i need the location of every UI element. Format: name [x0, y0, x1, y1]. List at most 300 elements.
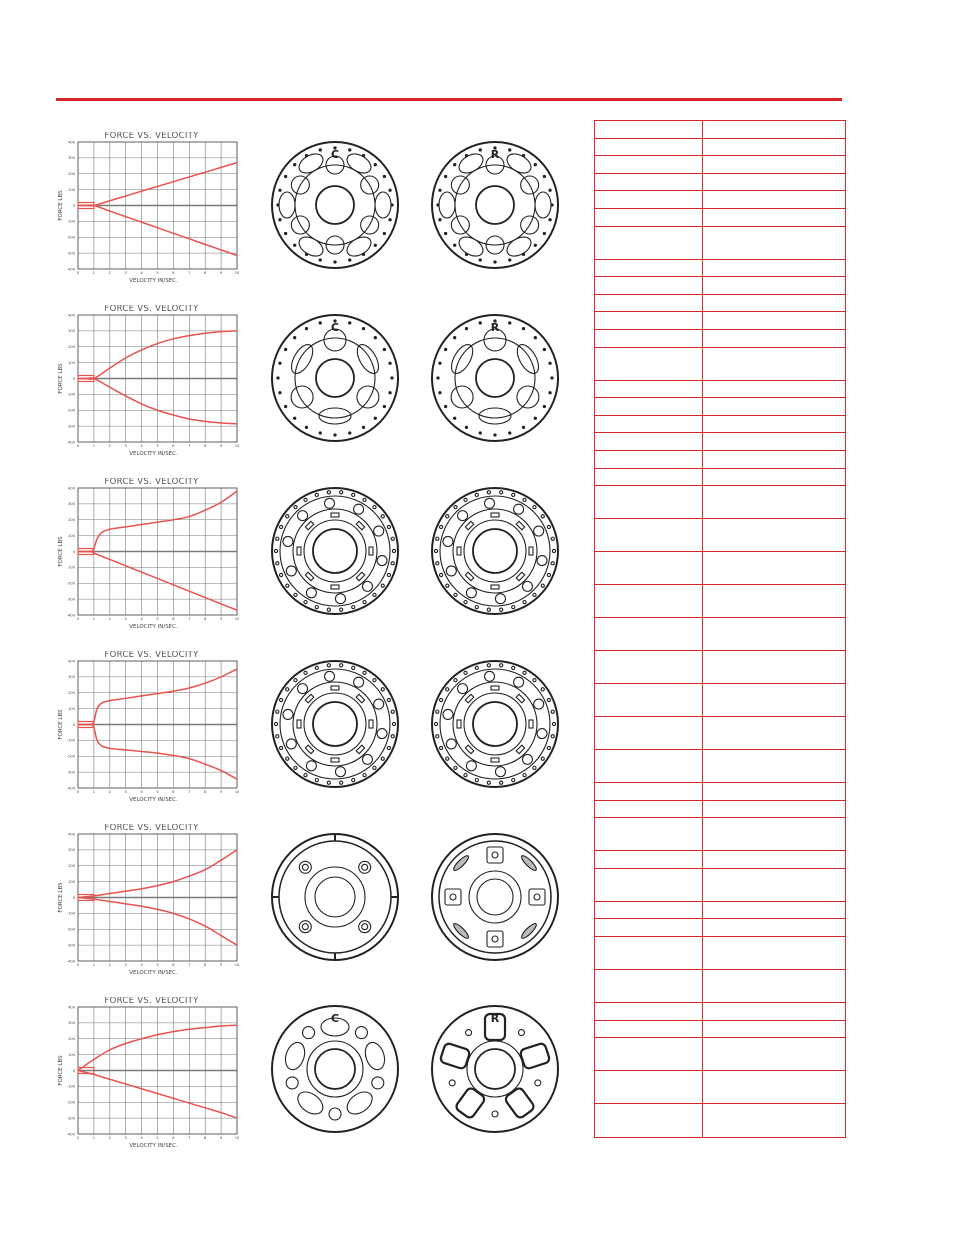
- x-tick-label: 5: [156, 271, 159, 275]
- x-tick-label: 7: [188, 1136, 191, 1140]
- x-tick-label: 1: [92, 617, 96, 621]
- y-tick-label: -200: [66, 754, 75, 759]
- spec-cell: [703, 348, 845, 380]
- spec-cell: [703, 801, 845, 818]
- x-tick-label: 5: [156, 444, 159, 448]
- spec-cell: [595, 398, 703, 415]
- spec-cell: [703, 1038, 845, 1070]
- chart-svg: [40, 997, 255, 1162]
- valve-svg: [428, 311, 562, 445]
- spec-cell: [595, 139, 703, 156]
- y-tick-label: -200: [66, 1100, 75, 1105]
- y-tick-label: 400: [68, 486, 75, 491]
- compression-valve-diagram: [268, 830, 402, 964]
- spec-cell: [703, 227, 845, 259]
- x-tick-label: 0: [76, 1136, 80, 1140]
- x-tick-label: 10: [234, 617, 240, 621]
- x-axis-label: VELOCITY IN/SEC.: [129, 970, 178, 976]
- x-tick-label: 0: [76, 271, 80, 275]
- chart-svg: [40, 478, 255, 643]
- x-tick-label: 6: [172, 1136, 175, 1140]
- spec-row: [595, 902, 845, 920]
- force-velocity-chart: [40, 132, 255, 297]
- y-tick-label: -100: [66, 565, 75, 570]
- spec-cell: [595, 1038, 703, 1070]
- x-tick-label: 7: [188, 790, 191, 794]
- chart-title: FORCE VS. VELOCITY: [104, 305, 199, 314]
- spec-cell: [703, 209, 845, 226]
- spec-cell: [703, 851, 845, 868]
- x-tick-label: 10: [234, 1136, 240, 1140]
- rebound-valve-diagram: [428, 484, 562, 618]
- spec-cell: [595, 937, 703, 969]
- spec-row: [595, 919, 845, 937]
- valve-svg: [428, 484, 562, 618]
- spec-row: [595, 1003, 845, 1021]
- spec-row: [595, 1104, 845, 1137]
- x-tick-label: 3: [124, 271, 127, 275]
- x-tick-label: 6: [172, 444, 175, 448]
- y-tick-label: 400: [68, 832, 75, 837]
- x-tick-label: 4: [140, 617, 143, 621]
- x-tick-label: 8: [204, 963, 207, 967]
- y-tick-label: -300: [66, 251, 75, 256]
- spec-cell: [703, 174, 845, 191]
- x-tick-label: 1: [92, 963, 96, 967]
- spec-cell: [703, 398, 845, 415]
- spec-row: [595, 585, 845, 618]
- spec-row: [595, 348, 845, 381]
- spec-cell: [703, 277, 845, 294]
- x-tick-label: 10: [234, 271, 240, 275]
- spec-cell: [703, 121, 845, 138]
- spec-row: [595, 519, 845, 552]
- spec-cell: [703, 902, 845, 919]
- spec-cell: [595, 1003, 703, 1020]
- y-tick-label: -300: [66, 1116, 75, 1121]
- valve-svg: [268, 484, 402, 618]
- force-velocity-chart: [40, 824, 255, 989]
- force-velocity-chart: [40, 997, 255, 1162]
- y-tick-label: 100: [68, 706, 75, 711]
- spec-cell: [703, 651, 845, 683]
- spec-row: [595, 398, 845, 416]
- x-tick-label: 6: [172, 790, 175, 794]
- y-axis-label: FORCE LBS: [58, 536, 64, 567]
- spec-cell: [703, 585, 845, 617]
- valve-outer-rim: [432, 661, 558, 787]
- valve-svg: [268, 830, 402, 964]
- x-axis-label: VELOCITY IN/SEC.: [129, 797, 178, 803]
- chart-svg: [40, 132, 255, 297]
- x-tick-label: 6: [172, 963, 175, 967]
- force-velocity-chart: [40, 305, 255, 470]
- y-tick-label: 100: [68, 360, 75, 365]
- spec-cell: [595, 277, 703, 294]
- spec-cell: [595, 433, 703, 450]
- x-tick-label: 1: [92, 444, 96, 448]
- spec-cell: [595, 651, 703, 683]
- spec-cell: [703, 919, 845, 936]
- spec-cell: [703, 312, 845, 329]
- spec-cell: [703, 717, 845, 749]
- y-axis-label: FORCE LBS: [58, 363, 64, 394]
- valve-drawing: [432, 661, 558, 787]
- x-tick-label: 2: [108, 444, 111, 448]
- x-tick-label: 5: [156, 790, 159, 794]
- y-tick-label: -400: [66, 267, 75, 272]
- spec-row: [595, 295, 845, 313]
- compression-valve-diagram: [268, 1002, 402, 1136]
- x-tick-label: 8: [204, 1136, 207, 1140]
- spec-cell: [595, 469, 703, 486]
- spec-row: [595, 451, 845, 469]
- spec-row: [595, 174, 845, 192]
- force-velocity-chart: [40, 478, 255, 643]
- x-tick-label: 2: [108, 790, 111, 794]
- valve-svg: [428, 1002, 562, 1136]
- x-tick-label: 7: [188, 271, 191, 275]
- spec-cell: [703, 869, 845, 901]
- y-tick-label: -300: [66, 597, 75, 602]
- valve-letter: C: [330, 148, 340, 161]
- x-tick-label: 0: [76, 444, 80, 448]
- chart-title: FORCE VS. VELOCITY: [104, 651, 199, 660]
- y-axis-label: FORCE LBS: [58, 882, 64, 913]
- x-tick-label: 2: [108, 271, 111, 275]
- y-tick-label: 300: [68, 502, 75, 507]
- valve-letter: R: [490, 1012, 500, 1025]
- valve-outer-rim: [432, 488, 558, 614]
- y-tick-label: -200: [66, 408, 75, 413]
- x-tick-label: 0: [76, 963, 80, 967]
- spec-row: [595, 209, 845, 227]
- y-tick-label: -400: [66, 440, 75, 445]
- x-tick-label: 8: [204, 617, 207, 621]
- y-tick-label: 300: [68, 329, 75, 334]
- x-tick-label: 7: [188, 617, 191, 621]
- spec-cell: [703, 1104, 845, 1137]
- spec-cell: [703, 381, 845, 398]
- x-axis-label: VELOCITY IN/SEC.: [129, 278, 178, 284]
- spec-cell: [703, 818, 845, 850]
- spec-cell: [703, 486, 845, 518]
- y-tick-label: 400: [68, 659, 75, 664]
- spec-cell: [595, 818, 703, 850]
- spec-cell: [703, 750, 845, 782]
- spec-cell: [595, 750, 703, 782]
- chart-title: FORCE VS. VELOCITY: [104, 997, 199, 1006]
- y-tick-label: -200: [66, 927, 75, 932]
- x-tick-label: 1: [92, 790, 96, 794]
- x-tick-label: 3: [124, 790, 127, 794]
- valve-drawing: [272, 488, 398, 614]
- chart-title: FORCE VS. VELOCITY: [104, 132, 199, 141]
- spec-cell: [595, 330, 703, 347]
- x-tick-label: 3: [124, 617, 127, 621]
- rebound-valve-diagram: [428, 1002, 562, 1136]
- spec-cell: [703, 469, 845, 486]
- y-tick-label: 100: [68, 1052, 75, 1057]
- spec-cell: [595, 585, 703, 617]
- spec-cell: [595, 209, 703, 226]
- x-tick-label: 2: [108, 617, 111, 621]
- y-tick-label: 100: [68, 533, 75, 538]
- spec-cell: [595, 1071, 703, 1103]
- spec-cell: [595, 174, 703, 191]
- y-tick-label: -100: [66, 392, 75, 397]
- spec-cell: [595, 381, 703, 398]
- y-tick-label: 200: [68, 172, 75, 177]
- x-tick-label: 9: [219, 271, 223, 275]
- spec-cell: [595, 919, 703, 936]
- spec-row: [595, 970, 845, 1003]
- spec-cell: [595, 801, 703, 818]
- x-tick-label: 4: [140, 1136, 143, 1140]
- spec-row: [595, 783, 845, 801]
- spec-cell: [703, 1071, 845, 1103]
- compression-valve-diagram: [268, 138, 402, 272]
- x-tick-label: 4: [140, 963, 143, 967]
- x-tick-label: 5: [156, 1136, 159, 1140]
- valve-svg: [428, 138, 562, 272]
- y-tick-label: -100: [66, 911, 75, 916]
- chart-svg: [40, 824, 255, 989]
- spec-cell: [595, 227, 703, 259]
- valve-drawing: [432, 834, 558, 960]
- spec-row: [595, 191, 845, 209]
- valve-svg: [268, 1002, 402, 1136]
- spec-row: [595, 433, 845, 451]
- spec-row: [595, 552, 845, 585]
- spec-row: [595, 651, 845, 684]
- spec-cell: [595, 1104, 703, 1137]
- spec-cell: [595, 191, 703, 208]
- spec-cell: [703, 552, 845, 584]
- x-tick-label: 9: [219, 963, 223, 967]
- valve-letter: R: [490, 321, 500, 334]
- x-tick-label: 3: [124, 1136, 127, 1140]
- spec-cell: [595, 312, 703, 329]
- spec-cell: [703, 451, 845, 468]
- spec-cell: [595, 970, 703, 1002]
- rebound-valve-diagram: [428, 138, 562, 272]
- x-tick-label: 9: [219, 444, 223, 448]
- y-tick-label: -100: [66, 738, 75, 743]
- x-tick-label: 1: [92, 1136, 96, 1140]
- spec-row: [595, 277, 845, 295]
- valve-letter: R: [490, 148, 500, 161]
- spec-row: [595, 684, 845, 717]
- spec-row: [595, 869, 845, 902]
- y-tick-label: -300: [66, 943, 75, 948]
- spec-row: [595, 416, 845, 434]
- y-tick-label: 200: [68, 864, 75, 869]
- x-tick-label: 1: [92, 271, 96, 275]
- spec-cell: [595, 260, 703, 277]
- x-tick-label: 6: [172, 617, 175, 621]
- y-tick-label: -200: [66, 235, 75, 240]
- x-tick-label: 2: [108, 963, 111, 967]
- x-tick-label: 8: [204, 790, 207, 794]
- y-tick-label: -200: [66, 581, 75, 586]
- spec-cell: [595, 1021, 703, 1038]
- spec-cell: [595, 618, 703, 650]
- y-tick-label: 0: [72, 1068, 75, 1073]
- spec-row: [595, 139, 845, 157]
- spec-row: [595, 1038, 845, 1071]
- spec-row: [595, 1021, 845, 1039]
- spec-row: [595, 330, 845, 348]
- valve-outer-rim: [272, 488, 398, 614]
- y-axis-label: FORCE LBS: [58, 709, 64, 740]
- y-tick-label: 100: [68, 187, 75, 192]
- valve-drawing: [272, 834, 398, 960]
- spec-cell: [703, 937, 845, 969]
- spec-cell: [595, 451, 703, 468]
- x-tick-label: 2: [108, 1136, 111, 1140]
- spec-row: [595, 312, 845, 330]
- y-tick-label: -300: [66, 770, 75, 775]
- spec-cell: [595, 348, 703, 380]
- y-tick-label: -100: [66, 1084, 75, 1089]
- spec-row: [595, 851, 845, 869]
- y-tick-label: -400: [66, 786, 75, 791]
- y-tick-label: -300: [66, 424, 75, 429]
- y-tick-label: 0: [72, 895, 75, 900]
- force-velocity-chart: [40, 651, 255, 816]
- valve-outer-rim: [272, 834, 398, 960]
- spec-cell: [595, 519, 703, 551]
- x-tick-label: 10: [234, 444, 240, 448]
- chart-title: FORCE VS. VELOCITY: [104, 478, 199, 487]
- spec-table: [594, 120, 846, 1138]
- spec-cell: [703, 139, 845, 156]
- spec-cell: [595, 552, 703, 584]
- spec-cell: [703, 684, 845, 716]
- y-tick-label: 0: [72, 376, 75, 381]
- y-tick-label: 400: [68, 313, 75, 318]
- spec-cell: [595, 783, 703, 800]
- valve-svg: [268, 138, 402, 272]
- spec-row: [595, 750, 845, 783]
- y-tick-label: 200: [68, 1037, 75, 1042]
- x-tick-label: 5: [156, 963, 159, 967]
- spec-row: [595, 801, 845, 819]
- y-tick-label: 100: [68, 879, 75, 884]
- spec-cell: [595, 684, 703, 716]
- spec-row: [595, 260, 845, 278]
- chart-title: FORCE VS. VELOCITY: [104, 824, 199, 833]
- x-tick-label: 10: [234, 790, 240, 794]
- y-tick-label: -100: [66, 219, 75, 224]
- y-tick-label: 300: [68, 156, 75, 161]
- x-tick-label: 8: [204, 444, 207, 448]
- x-tick-label: 4: [140, 444, 143, 448]
- y-tick-label: 200: [68, 691, 75, 696]
- spec-cell: [703, 519, 845, 551]
- valve-svg: [428, 830, 562, 964]
- valve-svg: [268, 311, 402, 445]
- y-tick-label: 400: [68, 1005, 75, 1010]
- x-tick-label: 7: [188, 963, 191, 967]
- y-tick-label: 300: [68, 848, 75, 853]
- chart-svg: [40, 305, 255, 470]
- rebound-valve-diagram: [428, 311, 562, 445]
- rebound-valve-diagram: [428, 830, 562, 964]
- valve-letter: C: [330, 1012, 340, 1025]
- spec-cell: [595, 295, 703, 312]
- valve-outer-rim: [272, 661, 398, 787]
- spec-row: [595, 381, 845, 399]
- x-tick-label: 7: [188, 444, 191, 448]
- x-tick-label: 5: [156, 617, 159, 621]
- y-tick-label: -400: [66, 1132, 75, 1137]
- x-tick-label: 0: [76, 617, 80, 621]
- valve-outer-rim: [432, 834, 558, 960]
- valve-drawing: [272, 661, 398, 787]
- spec-cell: [703, 156, 845, 173]
- rebound-valve-diagram: [428, 657, 562, 791]
- x-tick-label: 8: [204, 271, 207, 275]
- spec-row: [595, 818, 845, 851]
- valve-drawing: [432, 488, 558, 614]
- x-axis-label: VELOCITY IN/SEC.: [129, 451, 178, 457]
- x-tick-label: 0: [76, 790, 80, 794]
- y-tick-label: 200: [68, 345, 75, 350]
- header-rule: [56, 98, 842, 101]
- compression-valve-diagram: [268, 657, 402, 791]
- y-tick-label: 0: [72, 549, 75, 554]
- chart-svg: [40, 651, 255, 816]
- spec-row: [595, 227, 845, 260]
- y-tick-label: 0: [72, 722, 75, 727]
- y-tick-label: -400: [66, 613, 75, 618]
- spec-row: [595, 937, 845, 970]
- spec-cell: [595, 121, 703, 138]
- x-tick-label: 3: [124, 963, 127, 967]
- x-tick-label: 4: [140, 271, 143, 275]
- spec-row: [595, 717, 845, 750]
- spec-cell: [703, 260, 845, 277]
- spec-row: [595, 121, 845, 139]
- spec-cell: [595, 717, 703, 749]
- spec-row: [595, 618, 845, 651]
- spec-cell: [703, 1003, 845, 1020]
- valve-svg: [428, 657, 562, 791]
- spec-cell: [595, 416, 703, 433]
- spec-cell: [703, 416, 845, 433]
- y-tick-label: 200: [68, 518, 75, 523]
- spec-cell: [595, 869, 703, 901]
- spec-row: [595, 469, 845, 487]
- y-tick-label: 400: [68, 140, 75, 145]
- y-axis-label: FORCE LBS: [58, 1055, 64, 1086]
- x-tick-label: 6: [172, 271, 175, 275]
- y-axis-label: FORCE LBS: [58, 190, 64, 221]
- y-tick-label: 300: [68, 675, 75, 680]
- y-tick-label: 300: [68, 1021, 75, 1026]
- y-tick-label: 0: [72, 203, 75, 208]
- x-tick-label: 9: [219, 617, 223, 621]
- spec-row: [595, 486, 845, 519]
- spec-cell: [703, 330, 845, 347]
- y-tick-label: -400: [66, 959, 75, 964]
- x-tick-label: 4: [140, 790, 143, 794]
- spec-cell: [703, 295, 845, 312]
- spec-cell: [703, 970, 845, 1002]
- spec-cell: [703, 191, 845, 208]
